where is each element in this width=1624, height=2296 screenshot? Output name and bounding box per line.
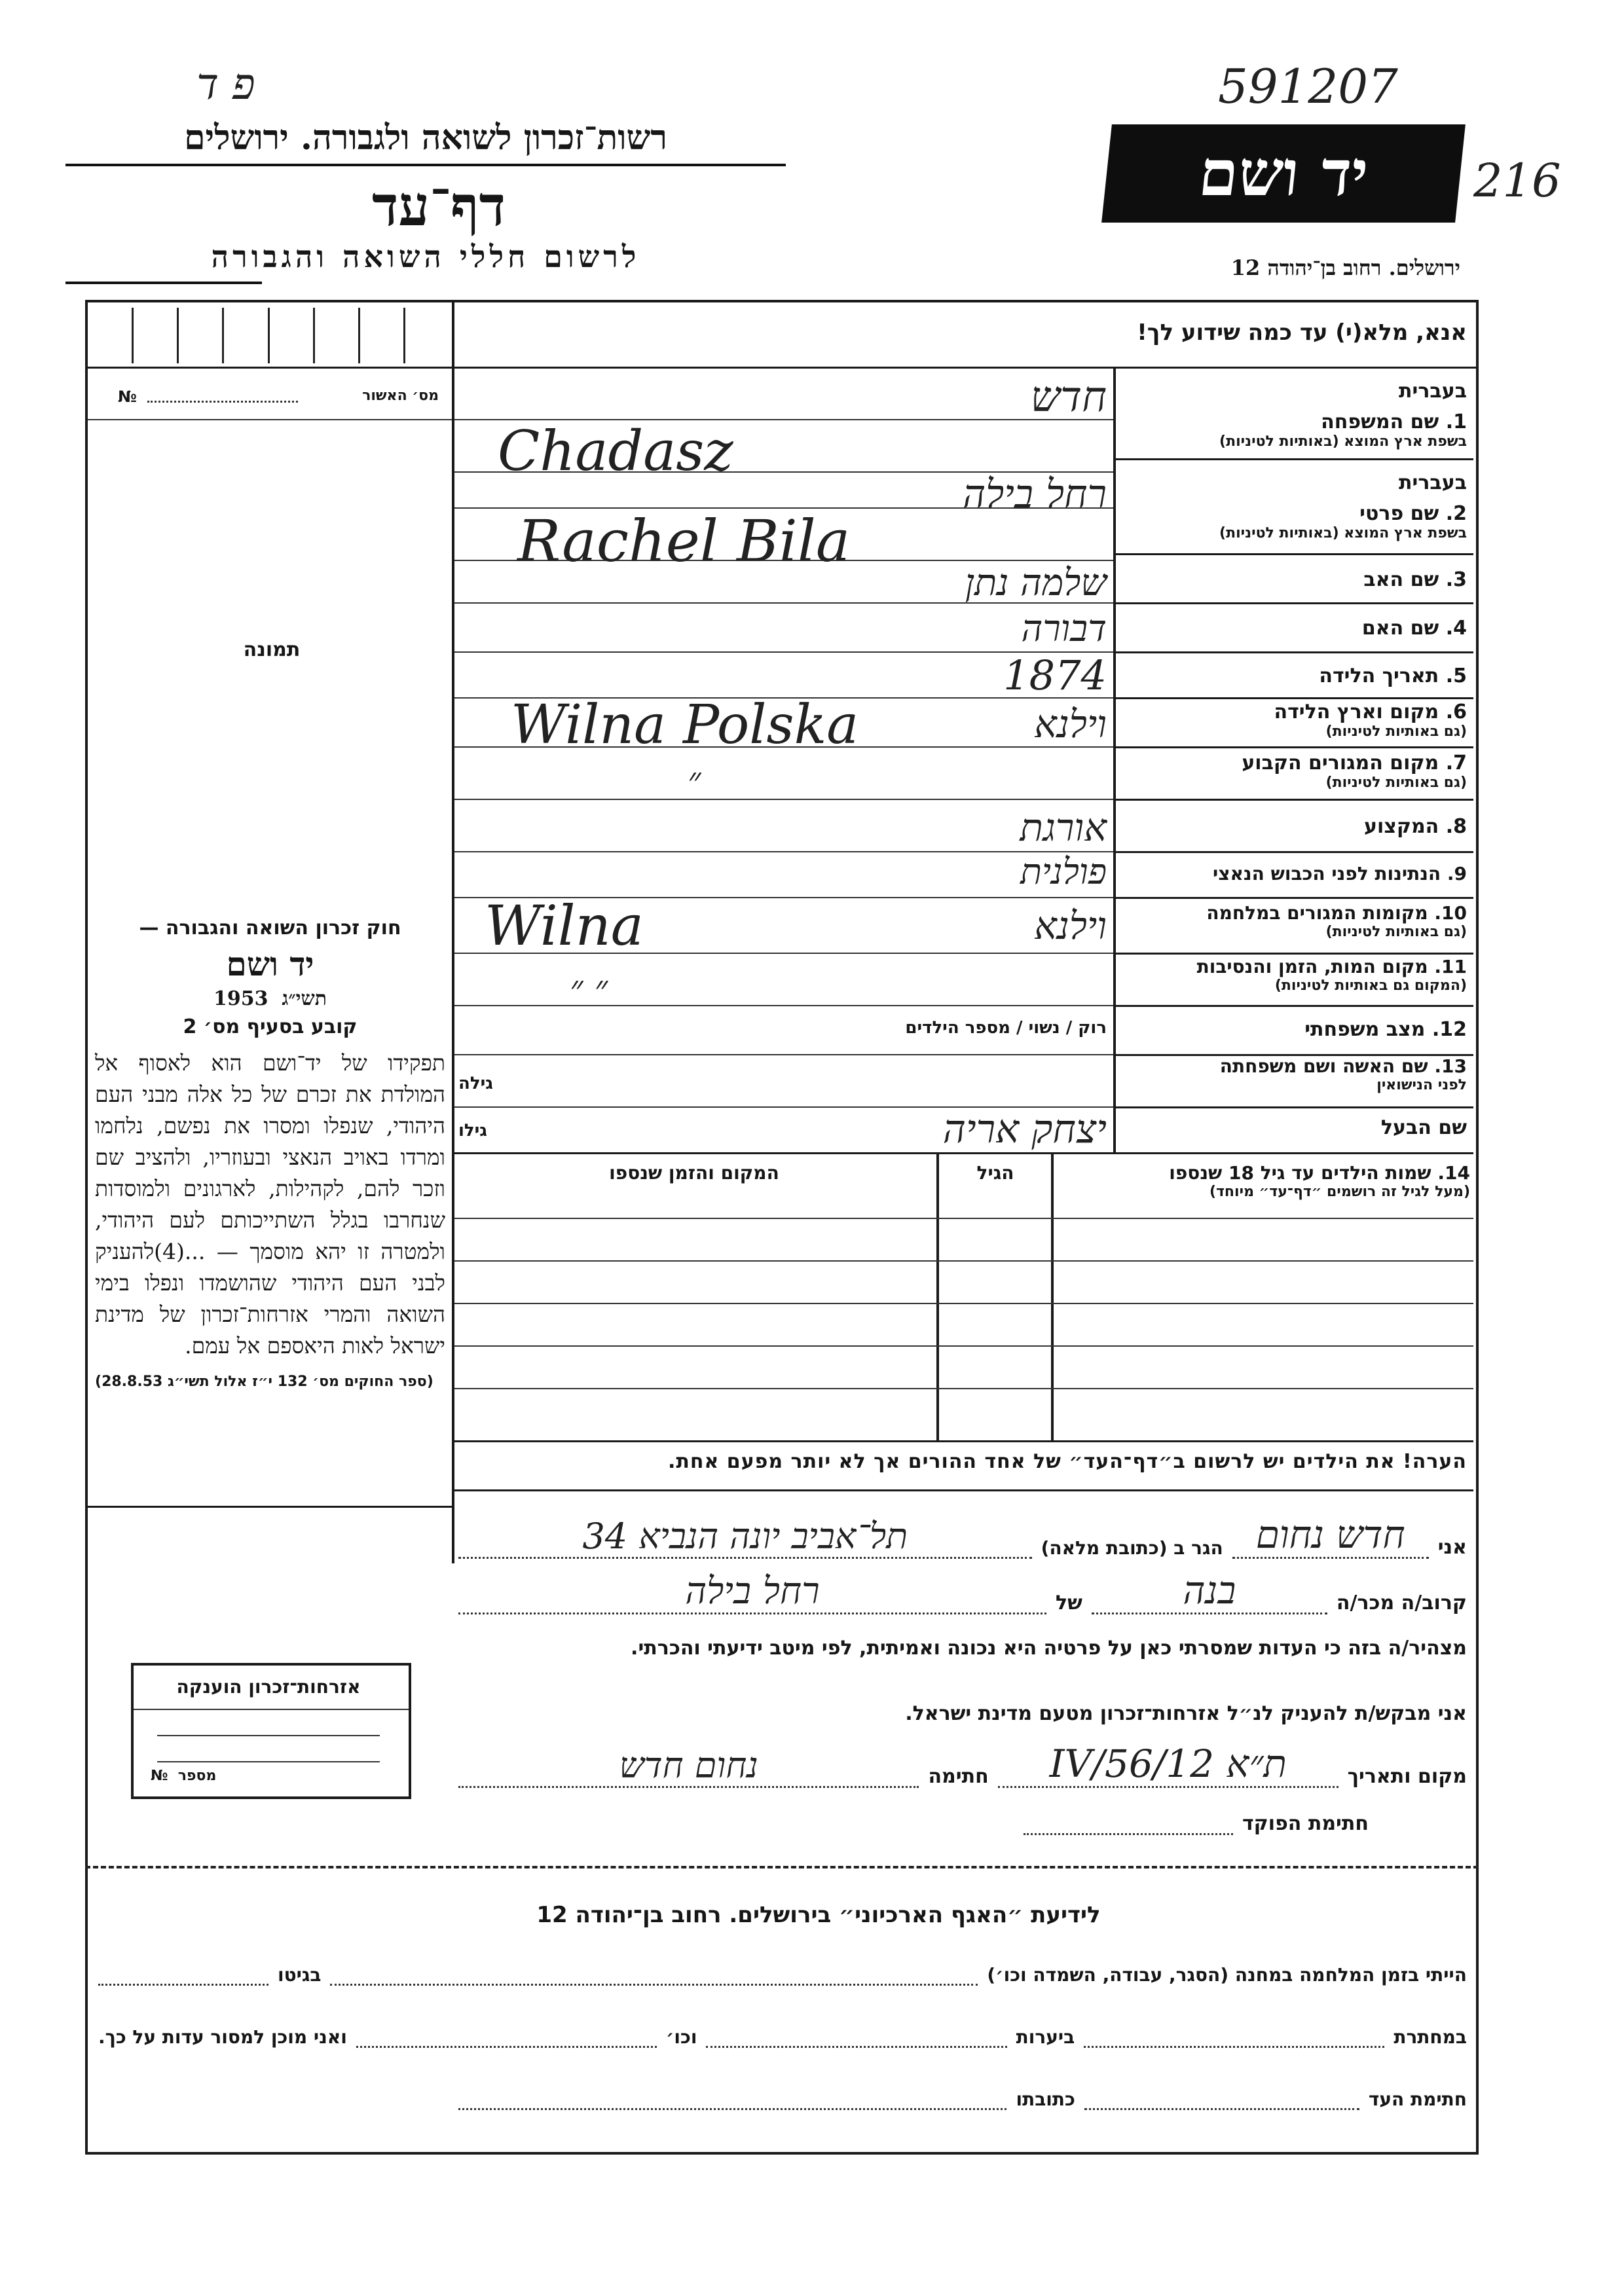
birth-place-hebrew[interactable]: וילנא (1034, 702, 1107, 746)
field-father-name: 3. שם האב (1363, 568, 1467, 591)
field-sub: בשפת ארץ המוצא (באותיות לטיניות) (1219, 433, 1467, 450)
notice-line-1: הייתי בזמן המלחמה במחנה (הסגר, עבודה, השמדה וכו׳) בגיטו (98, 1964, 1467, 1986)
row-rule-4 (1113, 651, 1473, 653)
law-year-he: תשי״ג (282, 987, 327, 1010)
field-permanent-residence: 7. מקום המגורים הקבוע (גם באותיות לטיניות) (1242, 752, 1467, 791)
marital-status-value[interactable]: רוק / נשוי / מספר הילדים (905, 1018, 1107, 1038)
field-tag: בעברית (1399, 471, 1467, 494)
row-rule-11 (1113, 1005, 1473, 1007)
field-mother-name: 4. שם האם (1361, 617, 1467, 640)
wartime-residence-hebrew[interactable]: וילנא (1034, 903, 1107, 948)
field-label: שם המשפחה (1321, 410, 1439, 433)
form-title: דף־עד (371, 173, 506, 238)
law-clause: קובע בסעיף מס׳ 2 (183, 1015, 358, 1038)
field-tag: בעברית (1399, 380, 1467, 403)
husband-name-value[interactable]: יצחק אריה (942, 1106, 1107, 1152)
children-age-header: הגיל (976, 1162, 1014, 1184)
husband-age-label: גילו (458, 1121, 487, 1140)
field-death-place: 11. מקום המות, הזמן והנסיבות (המקום גם באותיות לטיניות) (1196, 956, 1467, 994)
citizenship-box-rule (134, 1709, 409, 1710)
citizenship-box-title: אזרחות־זכרון הוענקה (176, 1676, 361, 1698)
notice-separator (85, 1866, 1479, 1868)
value-rule-14 (454, 1054, 1113, 1055)
citizenship-request: אני מבקש/ת להעניק לנ״ל אזרחות־זכרון מטעם מדינת ישראל. (905, 1702, 1467, 1725)
field-wartime-residence: 10. מקומות המגורים במלחמה (גם באותיות לטיניות) (1206, 902, 1467, 940)
row-rule-5 (1113, 697, 1473, 699)
first-name-latin[interactable]: Rachel Bila (517, 507, 851, 575)
side-number: 216 (1473, 154, 1561, 208)
number-sign: № (118, 388, 137, 406)
notice-line-2: במחתרת ביערות וכו׳ ואני מוכן למסור עדות על כך. (98, 2026, 1467, 2048)
initials-mark: פ ד (196, 59, 255, 109)
row-rule-8 (1113, 851, 1473, 853)
children-divider-2 (936, 1152, 939, 1440)
death-place-value[interactable]: ״ ״ (570, 968, 608, 1009)
first-name-hebrew[interactable]: רחל בילה (963, 471, 1107, 517)
row-rule-9 (1113, 897, 1473, 899)
address: ירושלים. רחוב בן־יהודה 12 (1230, 255, 1460, 280)
label-column-divider (1113, 367, 1116, 1152)
officer-signature[interactable] (1024, 1807, 1233, 1835)
relation-value[interactable]: בנה (1092, 1568, 1327, 1614)
mother-name-value[interactable]: דבורה (1021, 608, 1107, 650)
row-rule-2 (1113, 553, 1473, 555)
approval-rule (88, 419, 452, 420)
declarant-signature[interactable]: נחום חדש (458, 1745, 919, 1788)
declaration-line-2: קרוב/ה מכר/ה בנה של רחל בילה (458, 1568, 1467, 1614)
children-row-2 (454, 1260, 1473, 1262)
officer-line: חתימת הפוקד (458, 1807, 1467, 1835)
law-box-bottom-rule (85, 1506, 452, 1508)
law-source: (ספר החוקים מס׳ 132 י״ז אלול תשי״ג 28.8.53) (95, 1374, 434, 1390)
law-box (95, 917, 445, 1390)
remark-bottom-rule (452, 1489, 1473, 1491)
notice-title: לידיעת ״האגף הארכיוני״ בירושלים. רחוב בן־יהודה 12 (536, 1902, 1101, 1928)
citizenship-box-line-1 (157, 1735, 380, 1736)
underground-field[interactable] (1084, 2026, 1384, 2048)
children-row-4 (454, 1345, 1473, 1347)
form-subtitle: לרשום חללי השואה והגבורה (211, 239, 640, 274)
birth-place-latin[interactable]: Wilna Polska (511, 694, 859, 756)
field-citizenship: 9. הנתינות לפני הכבוש הנאצי (1213, 863, 1467, 884)
row-rule-1 (1113, 458, 1473, 460)
field-birth-place: 6. מקום וארץ הלידה (גם באותיות לטיניות) (1274, 701, 1467, 740)
approval-boxes (88, 308, 449, 363)
row-rule-13 (1113, 1106, 1473, 1108)
children-place-header: המקום והזמן שנספו (609, 1162, 779, 1184)
wartime-residence-latin[interactable]: Wilna (485, 894, 644, 958)
row-rule-10 (1113, 953, 1473, 955)
children-divider-1 (1051, 1152, 1054, 1440)
field-marital-status: 12. מצב משפחתי (1304, 1018, 1467, 1041)
authority-name: רשות־זכרון לשואה ולגבורה. ירושלים (184, 118, 667, 158)
declaration-statement: מצהיר/ה בזה כי העדות שמסרתי כאן על פרטיה היא נכונה ואמיתית, לפי מיטב ידיעתי והכרתי. (631, 1637, 1467, 1660)
law-title: יד ושם (226, 945, 314, 983)
birth-date-value[interactable]: 1874 (1003, 651, 1107, 699)
citizenship-box-line-2 (157, 1761, 380, 1762)
field-label: שם פרטי (1359, 502, 1439, 525)
field-birth-date: 5. תאריך הלידה (1319, 665, 1467, 687)
forest-field[interactable] (706, 2026, 1006, 2048)
declaration-line-1: אני חדש נחום הגר ב (כתובת מלאה) תל־אביב יונה הנביא 34 (458, 1512, 1467, 1559)
field-wife-name: 13. שם האשה ושם משפחתה לפני הנישואין (1219, 1055, 1467, 1093)
law-year: 1953 (213, 987, 268, 1010)
row-rule-7 (1113, 799, 1473, 801)
declarant-name[interactable]: חדש נחום (1232, 1512, 1429, 1559)
approval-number-line[interactable] (147, 401, 298, 403)
field-sub: בשפת ארץ המוצא (באותיות לטיניות) (1219, 525, 1467, 541)
children-row-5 (454, 1388, 1473, 1389)
witness-signature-field[interactable] (1084, 2088, 1359, 2110)
father-name-value[interactable]: שלמה נתן (965, 562, 1107, 604)
witness-address-field[interactable] (458, 2088, 1006, 2110)
field-family-name: בעברית 1. שם המשפחה בשפת ארץ המוצא (באותיות לטיניות) (1120, 380, 1467, 450)
yad-vashem-logo: יד ושם (1101, 124, 1466, 223)
field-first-name: בעברית 2. שם פרטי בשפת ארץ המוצא (באותיות לטיניות) (1120, 471, 1467, 541)
children-row-1 (454, 1218, 1473, 1219)
declarant-address[interactable]: תל־אביב יונה הנביא 34 (458, 1516, 1032, 1559)
children-remark: הערה! את הילדים יש לרשום ב״דף־העד״ של אחד ההורים אך לא יותר מפעם אחת. (668, 1450, 1467, 1473)
row-rule-6 (1113, 746, 1473, 748)
ghetto-field[interactable] (98, 1964, 268, 1986)
children-header: 14. שמות הילדים עד גיל 18 שנספו (מעל לגיל זה רושמים ״דף־עד״ מיוחד) (1169, 1162, 1470, 1200)
children-bottom-rule (452, 1440, 1473, 1442)
place-date-value[interactable]: ת״א 12/IV/56 (998, 1741, 1338, 1788)
archive-number: 591207 (1218, 59, 1398, 114)
citizenship-value[interactable]: פולנית (1020, 851, 1107, 892)
notice-line-3: חתימת העד כתובתו (458, 2088, 1467, 2110)
left-column-divider (452, 300, 454, 1563)
wife-age-label: גילה (458, 1074, 493, 1093)
victim-name-value[interactable]: רחל בילה (458, 1570, 1046, 1614)
family-name-hebrew[interactable]: חדש (1030, 373, 1107, 422)
profession-value[interactable]: אורגת (1020, 805, 1107, 850)
family-name-latin[interactable]: Chadasz (498, 419, 733, 483)
citizenship-box-number: מספר № (151, 1768, 217, 1784)
camp-field[interactable] (330, 1964, 978, 1986)
approval-label: מס׳ האשור (362, 388, 439, 404)
top-row-rule (85, 367, 1476, 369)
other-field[interactable] (356, 2026, 657, 2048)
law-text: תפקידו של יד־ושם הוא לאסוף אל המולדת את זכרם של כל אלה מבני העם היהודי, שנפלו ומסרו את נפשם, נלחמו ומרדו באויב הנאצי ובעוזריו, ולהציב שם וזכר להם, לקהילות, לארגונים ולמוסדות שנחרבו בגלל השתייכותם לעם היהודי, ולמטרה זו יהא מוסמך — ...(4)להעניק לבני העם היהודי שהושמדו ונפלו בימי השואה והמרי אזרחות־זכרון של מדינת ישראל לאות היאספם אל עמם. (95, 1050, 445, 1358)
children-row-3 (454, 1303, 1473, 1304)
law-heading: חוק זכרון השואה והגבורה — (139, 917, 401, 939)
field-husband-name: שם הבעל (1380, 1116, 1467, 1139)
row-rule-3 (1113, 602, 1473, 604)
signature-line: מקום ותאריך ת״א 12/IV/56 חתימה נחום חדש (458, 1741, 1467, 1788)
subtitle-rule (65, 282, 262, 284)
header-rule (65, 164, 786, 166)
fields-bottom-rule (452, 1152, 1473, 1154)
fill-instruction: אנא, מלא(י) עד כמה שידוע לך! (1137, 319, 1467, 346)
photo-label: תמונה (243, 638, 301, 661)
field-profession: 8. המקצוע (1363, 815, 1467, 838)
value-rule-9 (454, 799, 1113, 800)
residence-value[interactable]: ״ (688, 759, 701, 801)
